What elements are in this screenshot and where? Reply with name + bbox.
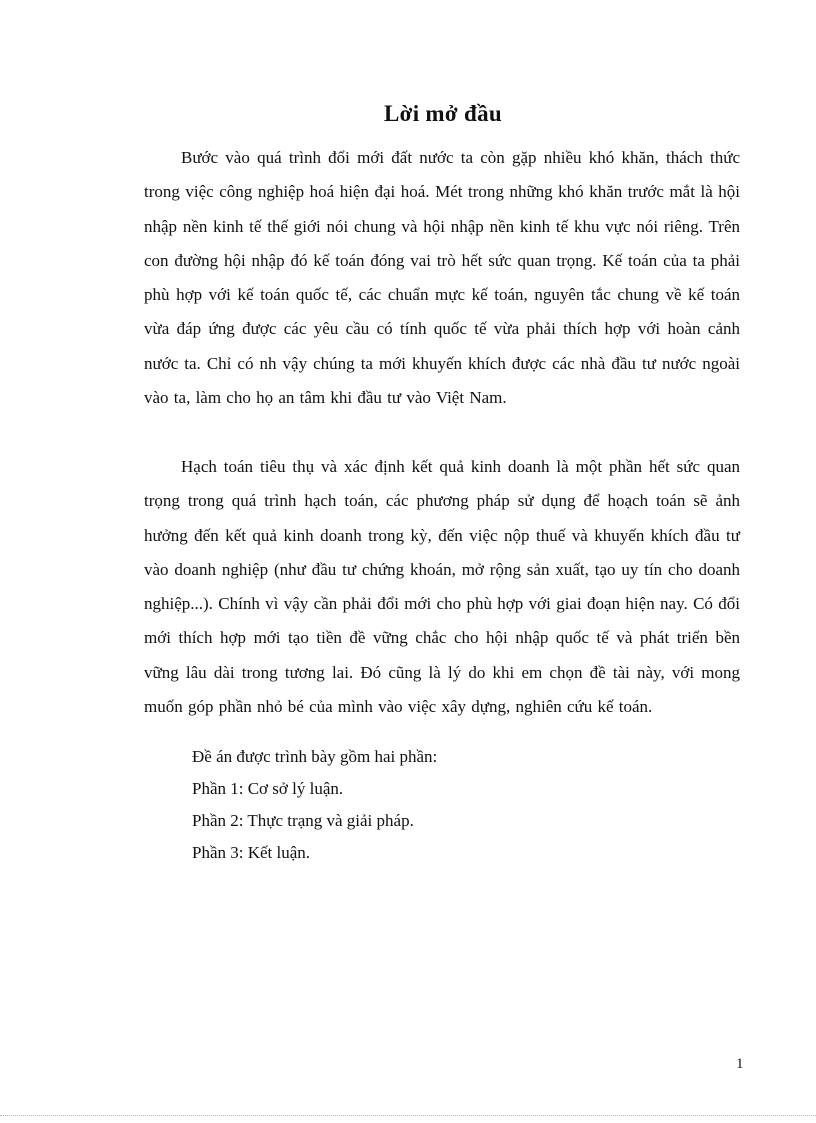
outline-intro: Đề án được trình bày gồm hai phần: xyxy=(192,747,438,766)
outline-part-1: Phần 1: Cơ sở lý luận. xyxy=(192,779,344,798)
document-title: Lời mở đầu xyxy=(384,101,502,126)
outline-part-2: Phần 2: Thực trạng và giải pháp. xyxy=(192,811,414,830)
outline-part-3: Phần 3: Kết luận. xyxy=(192,843,311,862)
intro-paragraph-2: Hạch toán tiêu thụ và xác định kết quả kinh doanh là một phần hết sức quan trọng trong quá trình hạch toán, các phương pháp sử dụng để hoạch toán sẽ ảnh hưởng đến kết quả kinh doanh trong kỳ, đến việc nộp thuế và khuyến khích đầu tư vào doanh nghiệp (như đầu tư chứng khoán, mở rộng sản xuất, tạo uy tín cho doanh nghiệp...). Chính vì vậy cần phải đổi mới cho phù hợp với giai đoạn hiện nay. Có đổi mới thích hợp mới tạo tiền đề vững chắc cho hội nhập quốc tế và phát triển bền vững lâu dài trong tương lai. Đó cũng là lý do khi em chọn đề tài này, với mong muốn góp phần nhỏ bé của mình vào việc xây dựng, nghiên cứu kế toán. xyxy=(144,457,740,717)
document-outline xyxy=(192,741,732,869)
page-number: 1 xyxy=(736,1056,744,1072)
intro-paragraph-1: Bước vào quá trình đổi mới đất nước ta còn gặp nhiều khó khăn, thách thức trong việc công nghiệp hoá hiện đại hoá. Mét trong những khó khăn trước mắt là hội nhập nền kinh tế thế giới nói chung và hội nhập nền kinh tế khu vực nói riêng. Trên con đường hội nhập đó kế toán đóng vai trò hết sức quan trọng. Kế toán của ta phải phù hợp với kế toán quốc tế, các chuẩn mực kế toán, nguyên tắc chung về kế toán vừa đáp ứng được các yêu cầu có tính quốc tế vừa phải thích hợp với hoàn cảnh nước ta. Chỉ có nh vậy chúng ta mới khuyến khích được các nhà đầu tư nước ngoài vào ta, làm cho họ an tâm khi đầu tư vào Việt Nam. xyxy=(144,148,740,408)
page-bottom-divider xyxy=(0,1115,816,1116)
